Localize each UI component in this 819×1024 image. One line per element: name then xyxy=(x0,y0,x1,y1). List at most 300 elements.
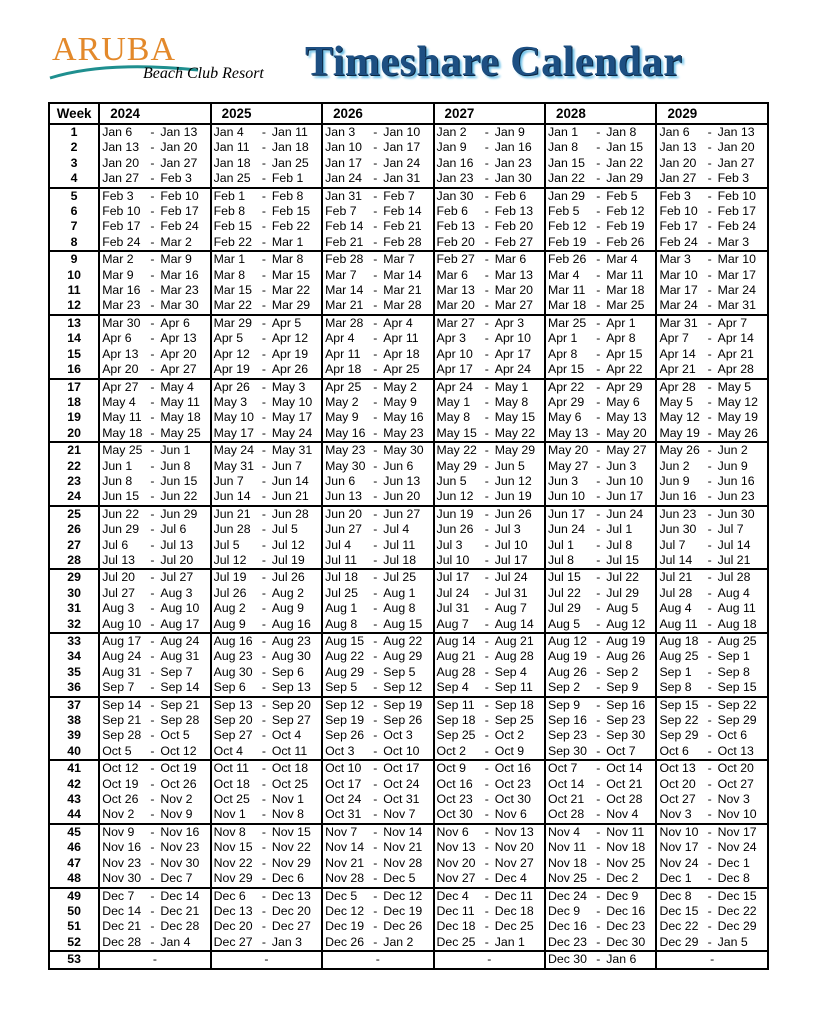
range-end-cell xyxy=(485,633,545,649)
range-dash: - xyxy=(150,888,155,903)
range-dash: - xyxy=(484,298,489,313)
range-end-date: Dec 13 xyxy=(271,888,311,903)
range-dash: - xyxy=(150,331,155,346)
range-dash: - xyxy=(707,888,712,903)
range-end-cell xyxy=(373,840,433,855)
range-start-date: Jan 20 xyxy=(659,155,697,170)
range-start-date: Jun 20 xyxy=(325,506,363,521)
range-end-cell xyxy=(485,649,545,664)
range-end-cell xyxy=(596,904,656,919)
range-start-date: Jun 19 xyxy=(436,506,474,521)
range-start-date: May 25 xyxy=(102,443,143,458)
range-end-cell xyxy=(150,235,210,251)
week-number: 49 xyxy=(49,888,99,904)
range-dash: - xyxy=(484,283,489,298)
range-start-date: Feb 24 xyxy=(99,235,150,251)
range-end-cell xyxy=(708,395,768,410)
week-number: 47 xyxy=(49,856,99,871)
range-start-date: Mar 2 xyxy=(102,252,134,267)
range-end-date: Oct 24 xyxy=(383,776,420,791)
year-column-header: 2028 xyxy=(545,103,656,124)
range-end-date: May 31 xyxy=(271,443,313,458)
week-number: 43 xyxy=(49,792,99,807)
range-end-cell xyxy=(596,522,656,537)
range-start-date: Oct 13 xyxy=(659,761,696,776)
range-end-cell xyxy=(708,442,768,458)
week-number: 45 xyxy=(49,824,99,840)
range-end-date: Jul 28 xyxy=(717,570,751,585)
range-end-date: Feb 27 xyxy=(494,234,534,249)
range-start-date: Jun 8 xyxy=(102,473,133,488)
range-end-date: Jul 7 xyxy=(717,522,744,537)
range-dash: - xyxy=(596,140,601,155)
range-dash: - xyxy=(707,934,712,949)
range-end-cell xyxy=(373,744,433,760)
range-start-date: Oct 14 xyxy=(548,776,585,791)
range-dash: - xyxy=(373,855,378,870)
range-dash: - xyxy=(261,155,266,170)
range-end-date: Oct 6 xyxy=(717,728,748,743)
range-end-cell xyxy=(485,219,545,234)
range-dash: - xyxy=(150,743,155,758)
range-dash: - xyxy=(484,522,489,537)
range-dash: - xyxy=(596,616,601,631)
range-end-cell xyxy=(150,362,210,378)
range-end-date: Aug 17 xyxy=(160,616,200,631)
range-end-cell xyxy=(708,633,768,649)
range-end-date: Jan 15 xyxy=(606,140,644,155)
range-end-cell xyxy=(596,951,656,969)
range-start-date: Jan 24 xyxy=(322,171,373,187)
range-start-date: Nov 10 xyxy=(659,824,699,839)
range-dash: - xyxy=(596,840,601,855)
range-start-date: Jul 22 xyxy=(548,585,581,600)
range-end-cell xyxy=(262,713,322,728)
range-end-cell xyxy=(708,904,768,919)
range-end-cell xyxy=(150,347,210,362)
week-number: 7 xyxy=(49,219,99,234)
empty-range-cell: - xyxy=(434,951,545,969)
range-start-date: Aug 21 xyxy=(436,649,476,664)
range-end-cell xyxy=(708,697,768,713)
range-start-date: Jan 13 xyxy=(659,140,697,155)
range-start-date: Dec 14 xyxy=(102,903,142,918)
range-end-cell xyxy=(373,251,433,267)
range-start-date: May 12 xyxy=(659,410,700,425)
range-start-date: Nov 18 xyxy=(548,855,587,870)
range-dash: - xyxy=(484,824,489,839)
logo-graphic xyxy=(48,30,298,90)
range-start-date: Oct 6 xyxy=(656,744,707,760)
range-end-date: Jan 3 xyxy=(271,934,302,949)
range-end-cell xyxy=(150,219,210,234)
range-dash: - xyxy=(373,522,378,537)
range-start-date: Feb 14 xyxy=(325,219,364,234)
range-end-date: Sep 15 xyxy=(717,680,757,695)
range-end-cell xyxy=(262,171,322,187)
range-end-cell xyxy=(708,347,768,362)
range-dash: - xyxy=(707,489,712,504)
range-dash: - xyxy=(373,807,378,822)
week-number: 18 xyxy=(49,395,99,410)
range-dash: - xyxy=(373,140,378,155)
range-end-cell xyxy=(150,744,210,760)
range-start-date: Oct 7 xyxy=(548,761,578,776)
range-dash: - xyxy=(373,473,378,488)
week-number: 48 xyxy=(49,871,99,887)
range-end-date: Dec 1 xyxy=(717,855,750,870)
range-end-cell xyxy=(485,315,545,331)
range-end-cell xyxy=(262,538,322,553)
range-start-date: Dec 19 xyxy=(325,919,365,934)
range-end-date: May 24 xyxy=(271,425,313,440)
range-start-date: Jan 20 xyxy=(102,155,140,170)
range-end-cell xyxy=(485,697,545,713)
range-end-cell xyxy=(373,601,433,616)
range-end-date: Jul 29 xyxy=(606,585,640,600)
range-start-date: Jun 21 xyxy=(213,506,251,521)
range-dash: - xyxy=(373,616,378,631)
table-row xyxy=(49,601,768,616)
range-end-cell xyxy=(373,586,433,601)
range-end-date: Jan 29 xyxy=(606,171,644,186)
range-end-date: Jun 8 xyxy=(160,458,191,473)
range-end-cell xyxy=(262,522,322,537)
range-end-date: May 11 xyxy=(160,394,200,409)
table-row xyxy=(49,379,768,395)
range-end-cell xyxy=(150,140,210,155)
range-dash: - xyxy=(373,331,378,346)
range-end-cell xyxy=(373,156,433,171)
range-end-date: Jun 23 xyxy=(717,489,755,504)
range-dash: - xyxy=(596,522,601,537)
range-end-cell xyxy=(150,680,210,696)
range-end-cell xyxy=(708,586,768,601)
range-start-date: Jul 8 xyxy=(545,553,596,569)
table-row xyxy=(49,777,768,792)
week-number: 23 xyxy=(49,474,99,489)
week-number: 15 xyxy=(49,347,99,362)
range-dash: - xyxy=(150,234,155,249)
range-start-date: Jun 2 xyxy=(659,458,690,473)
range-end-date: Jan 9 xyxy=(494,125,525,139)
range-end-date: Apr 29 xyxy=(606,379,643,394)
range-start-date: Oct 5 xyxy=(99,744,150,760)
range-start-date: Apr 6 xyxy=(102,331,132,346)
range-start-date: Mar 17 xyxy=(659,283,698,298)
range-end-date: Nov 27 xyxy=(494,855,534,870)
range-end-date: Jan 27 xyxy=(160,155,198,170)
range-start-date: Apr 10 xyxy=(436,346,473,361)
range-end-cell xyxy=(262,665,322,680)
range-start-date: Jan 11 xyxy=(213,140,250,155)
range-end-date: Apr 28 xyxy=(717,362,754,377)
table-row xyxy=(49,410,768,425)
range-end-date: Dec 25 xyxy=(494,919,534,934)
range-end-cell xyxy=(373,474,433,489)
range-dash: - xyxy=(150,188,155,203)
range-end-date: Mar 16 xyxy=(160,267,199,282)
table-row xyxy=(49,283,768,298)
range-dash: - xyxy=(261,140,266,155)
range-end-cell xyxy=(262,871,322,887)
range-end-date: Nov 6 xyxy=(494,807,527,822)
range-start-date: Aug 17 xyxy=(102,634,142,648)
range-end-date: Mar 6 xyxy=(494,252,527,267)
table-row xyxy=(49,156,768,171)
range-end-date: Nov 2 xyxy=(160,792,193,807)
range-dash: - xyxy=(373,125,378,139)
range-start-date: Dec 13 xyxy=(213,903,253,918)
range-dash: - xyxy=(484,252,489,267)
range-end-cell xyxy=(596,601,656,616)
range-end-date: Mar 21 xyxy=(383,283,422,298)
range-dash: - xyxy=(373,188,378,203)
week-number: 42 xyxy=(49,777,99,792)
range-end-cell xyxy=(485,204,545,219)
range-end-date: Aug 16 xyxy=(271,616,311,631)
range-dash: - xyxy=(150,125,155,139)
range-dash: - xyxy=(150,649,155,664)
range-dash: - xyxy=(150,537,155,552)
range-end-cell xyxy=(485,680,545,696)
range-end-cell xyxy=(485,744,545,760)
range-end-cell xyxy=(596,171,656,187)
range-end-cell xyxy=(150,204,210,219)
range-start-date: Feb 3 xyxy=(659,188,691,203)
range-end-date: Mar 25 xyxy=(606,298,645,313)
range-end-cell xyxy=(708,506,768,522)
range-dash: - xyxy=(261,761,266,776)
range-dash: - xyxy=(707,267,712,282)
week-number: 12 xyxy=(49,298,99,314)
range-end-date: Nov 16 xyxy=(160,824,200,839)
range-end-date: Sep 14 xyxy=(160,680,200,695)
range-end-cell xyxy=(150,888,210,904)
table-row xyxy=(49,506,768,522)
range-dash: - xyxy=(596,394,601,409)
range-start-date: Nov 4 xyxy=(548,824,581,839)
range-dash: - xyxy=(596,871,601,886)
range-start-date: Oct 31 xyxy=(322,807,373,823)
range-end-cell xyxy=(262,331,322,346)
range-dash: - xyxy=(707,840,712,855)
range-end-date: Jul 19 xyxy=(271,552,305,567)
range-end-date: Feb 24 xyxy=(160,219,199,234)
range-dash: - xyxy=(261,188,266,203)
range-start-date: Jan 18 xyxy=(213,155,251,170)
range-dash: - xyxy=(596,728,601,743)
range-dash: - xyxy=(373,664,378,679)
range-dash: - xyxy=(484,728,489,743)
empty-range-cell: - xyxy=(656,951,768,969)
range-end-cell xyxy=(596,538,656,553)
range-start-date: Dec 23 xyxy=(545,935,596,951)
range-dash: - xyxy=(373,888,378,903)
week-number: 35 xyxy=(49,665,99,680)
range-dash: - xyxy=(150,315,155,330)
range-dash: - xyxy=(596,379,601,394)
range-dash: - xyxy=(373,792,378,807)
range-end-cell xyxy=(262,919,322,934)
range-end-date: Feb 21 xyxy=(383,219,422,234)
range-start-date: Sep 2 xyxy=(545,680,596,696)
range-dash: - xyxy=(150,634,155,648)
range-end-cell xyxy=(596,156,656,171)
range-end-date: Aug 5 xyxy=(606,601,639,616)
range-start-date: Oct 24 xyxy=(325,792,362,807)
range-start-date: Jul 15 xyxy=(548,570,581,585)
range-end-cell xyxy=(596,792,656,807)
range-end-cell xyxy=(596,235,656,251)
range-dash: - xyxy=(150,171,155,186)
range-end-date: Jan 31 xyxy=(383,171,421,186)
range-end-cell xyxy=(485,728,545,743)
range-end-date: Jul 13 xyxy=(160,537,194,552)
range-start-date: Oct 16 xyxy=(436,776,473,791)
range-start-date: Mar 13 xyxy=(436,283,475,298)
range-end-date: Dec 27 xyxy=(271,919,311,934)
range-end-date: Oct 16 xyxy=(494,761,531,776)
range-start-date: Mar 27 xyxy=(436,315,475,330)
range-start-date: Aug 10 xyxy=(99,617,150,633)
range-end-date: Jan 10 xyxy=(383,125,421,139)
range-end-date: Apr 10 xyxy=(494,331,531,346)
range-start-date: Nov 7 xyxy=(325,824,358,839)
range-end-cell xyxy=(708,824,768,840)
week-number: 2 xyxy=(49,140,99,155)
range-start-date: Oct 10 xyxy=(325,761,362,776)
range-end-date: Apr 17 xyxy=(494,346,531,361)
range-end-date: Sep 6 xyxy=(271,664,304,679)
range-start-date: Dec 20 xyxy=(213,919,253,934)
range-dash: - xyxy=(707,634,712,648)
range-end-date: Aug 26 xyxy=(606,649,646,664)
range-end-cell xyxy=(373,777,433,792)
range-dash: - xyxy=(596,552,601,567)
range-end-date: Feb 22 xyxy=(271,219,311,234)
range-end-date: Feb 1 xyxy=(271,171,304,186)
range-dash: - xyxy=(261,871,266,886)
range-start-date: Mar 6 xyxy=(436,267,468,282)
range-end-cell xyxy=(596,697,656,713)
range-end-date: Sep 29 xyxy=(717,713,757,728)
range-end-cell xyxy=(262,204,322,219)
range-end-cell xyxy=(150,601,210,616)
range-end-cell xyxy=(150,728,210,743)
range-dash: - xyxy=(707,537,712,552)
range-start-date: Mar 30 xyxy=(102,315,141,330)
range-end-date: Oct 31 xyxy=(383,792,420,807)
range-end-cell xyxy=(150,904,210,919)
range-dash: - xyxy=(373,919,378,934)
range-end-cell xyxy=(373,824,433,840)
range-end-date: Mar 14 xyxy=(383,267,422,282)
range-start-date: Feb 19 xyxy=(545,235,596,251)
range-end-date: Apr 20 xyxy=(160,346,197,361)
range-start-date: Mar 20 xyxy=(434,298,485,314)
range-end-date: Sep 25 xyxy=(494,713,534,728)
range-start-date: Jan 6 xyxy=(102,125,133,139)
range-end-date: Dec 23 xyxy=(606,919,646,934)
range-end-cell xyxy=(262,395,322,410)
week-number: 39 xyxy=(49,728,99,743)
range-dash: - xyxy=(707,761,712,776)
range-dash: - xyxy=(707,871,712,886)
table-row xyxy=(49,760,768,776)
table-row xyxy=(49,442,768,458)
table-row xyxy=(49,744,768,760)
range-end-date: Feb 8 xyxy=(271,188,304,203)
range-end-date: Aug 21 xyxy=(494,634,534,648)
range-end-cell xyxy=(262,140,322,155)
range-dash: - xyxy=(707,283,712,298)
range-end-cell xyxy=(708,935,768,951)
range-dash: - xyxy=(484,807,489,822)
range-end-date: Jan 23 xyxy=(494,155,532,170)
range-dash: - xyxy=(150,522,155,537)
table-row xyxy=(49,569,768,585)
range-dash: - xyxy=(373,443,378,458)
range-start-date: Mar 23 xyxy=(99,298,150,314)
range-start-date: Jul 24 xyxy=(436,585,470,600)
range-end-cell xyxy=(485,919,545,934)
range-end-cell xyxy=(596,459,656,474)
range-start-date: Nov 15 xyxy=(213,840,253,855)
range-dash: - xyxy=(707,410,712,425)
range-end-cell xyxy=(262,235,322,251)
table-row xyxy=(49,856,768,871)
range-dash: - xyxy=(150,140,155,155)
range-end-date: Jul 26 xyxy=(271,570,305,585)
range-dash: - xyxy=(150,792,155,807)
range-end-cell xyxy=(150,856,210,871)
range-end-cell xyxy=(485,474,545,489)
range-dash: - xyxy=(150,425,155,440)
range-end-date: Nov 28 xyxy=(383,855,423,870)
range-dash: - xyxy=(261,888,266,903)
range-end-date: Jul 12 xyxy=(271,537,305,552)
range-start-date: Oct 21 xyxy=(548,792,585,807)
range-dash: - xyxy=(484,649,489,664)
range-dash: - xyxy=(261,362,266,377)
range-end-cell xyxy=(373,395,433,410)
range-dash: - xyxy=(373,394,378,409)
range-end-cell xyxy=(262,904,322,919)
range-end-date: Feb 15 xyxy=(271,204,311,219)
range-start-date: Oct 20 xyxy=(659,776,696,791)
range-dash: - xyxy=(596,807,601,822)
range-dash: - xyxy=(150,903,155,918)
range-end-cell xyxy=(596,888,656,904)
range-end-date: May 1 xyxy=(494,379,529,394)
range-end-date: Mar 17 xyxy=(717,267,756,282)
range-start-date: Mar 9 xyxy=(102,267,134,282)
range-end-cell xyxy=(596,744,656,760)
range-dash: - xyxy=(261,394,266,409)
range-end-date: Jul 5 xyxy=(271,522,298,537)
range-start-date: Dec 26 xyxy=(322,935,373,951)
range-start-date: May 1 xyxy=(436,394,471,409)
range-dash: - xyxy=(484,171,489,186)
range-start-date: Aug 11 xyxy=(656,617,707,633)
range-dash: - xyxy=(261,298,266,313)
range-start-date: Jul 26 xyxy=(213,585,247,600)
range-end-cell xyxy=(373,553,433,569)
table-row xyxy=(49,538,768,553)
range-end-cell xyxy=(708,569,768,585)
range-start-date: Feb 27 xyxy=(436,252,475,267)
